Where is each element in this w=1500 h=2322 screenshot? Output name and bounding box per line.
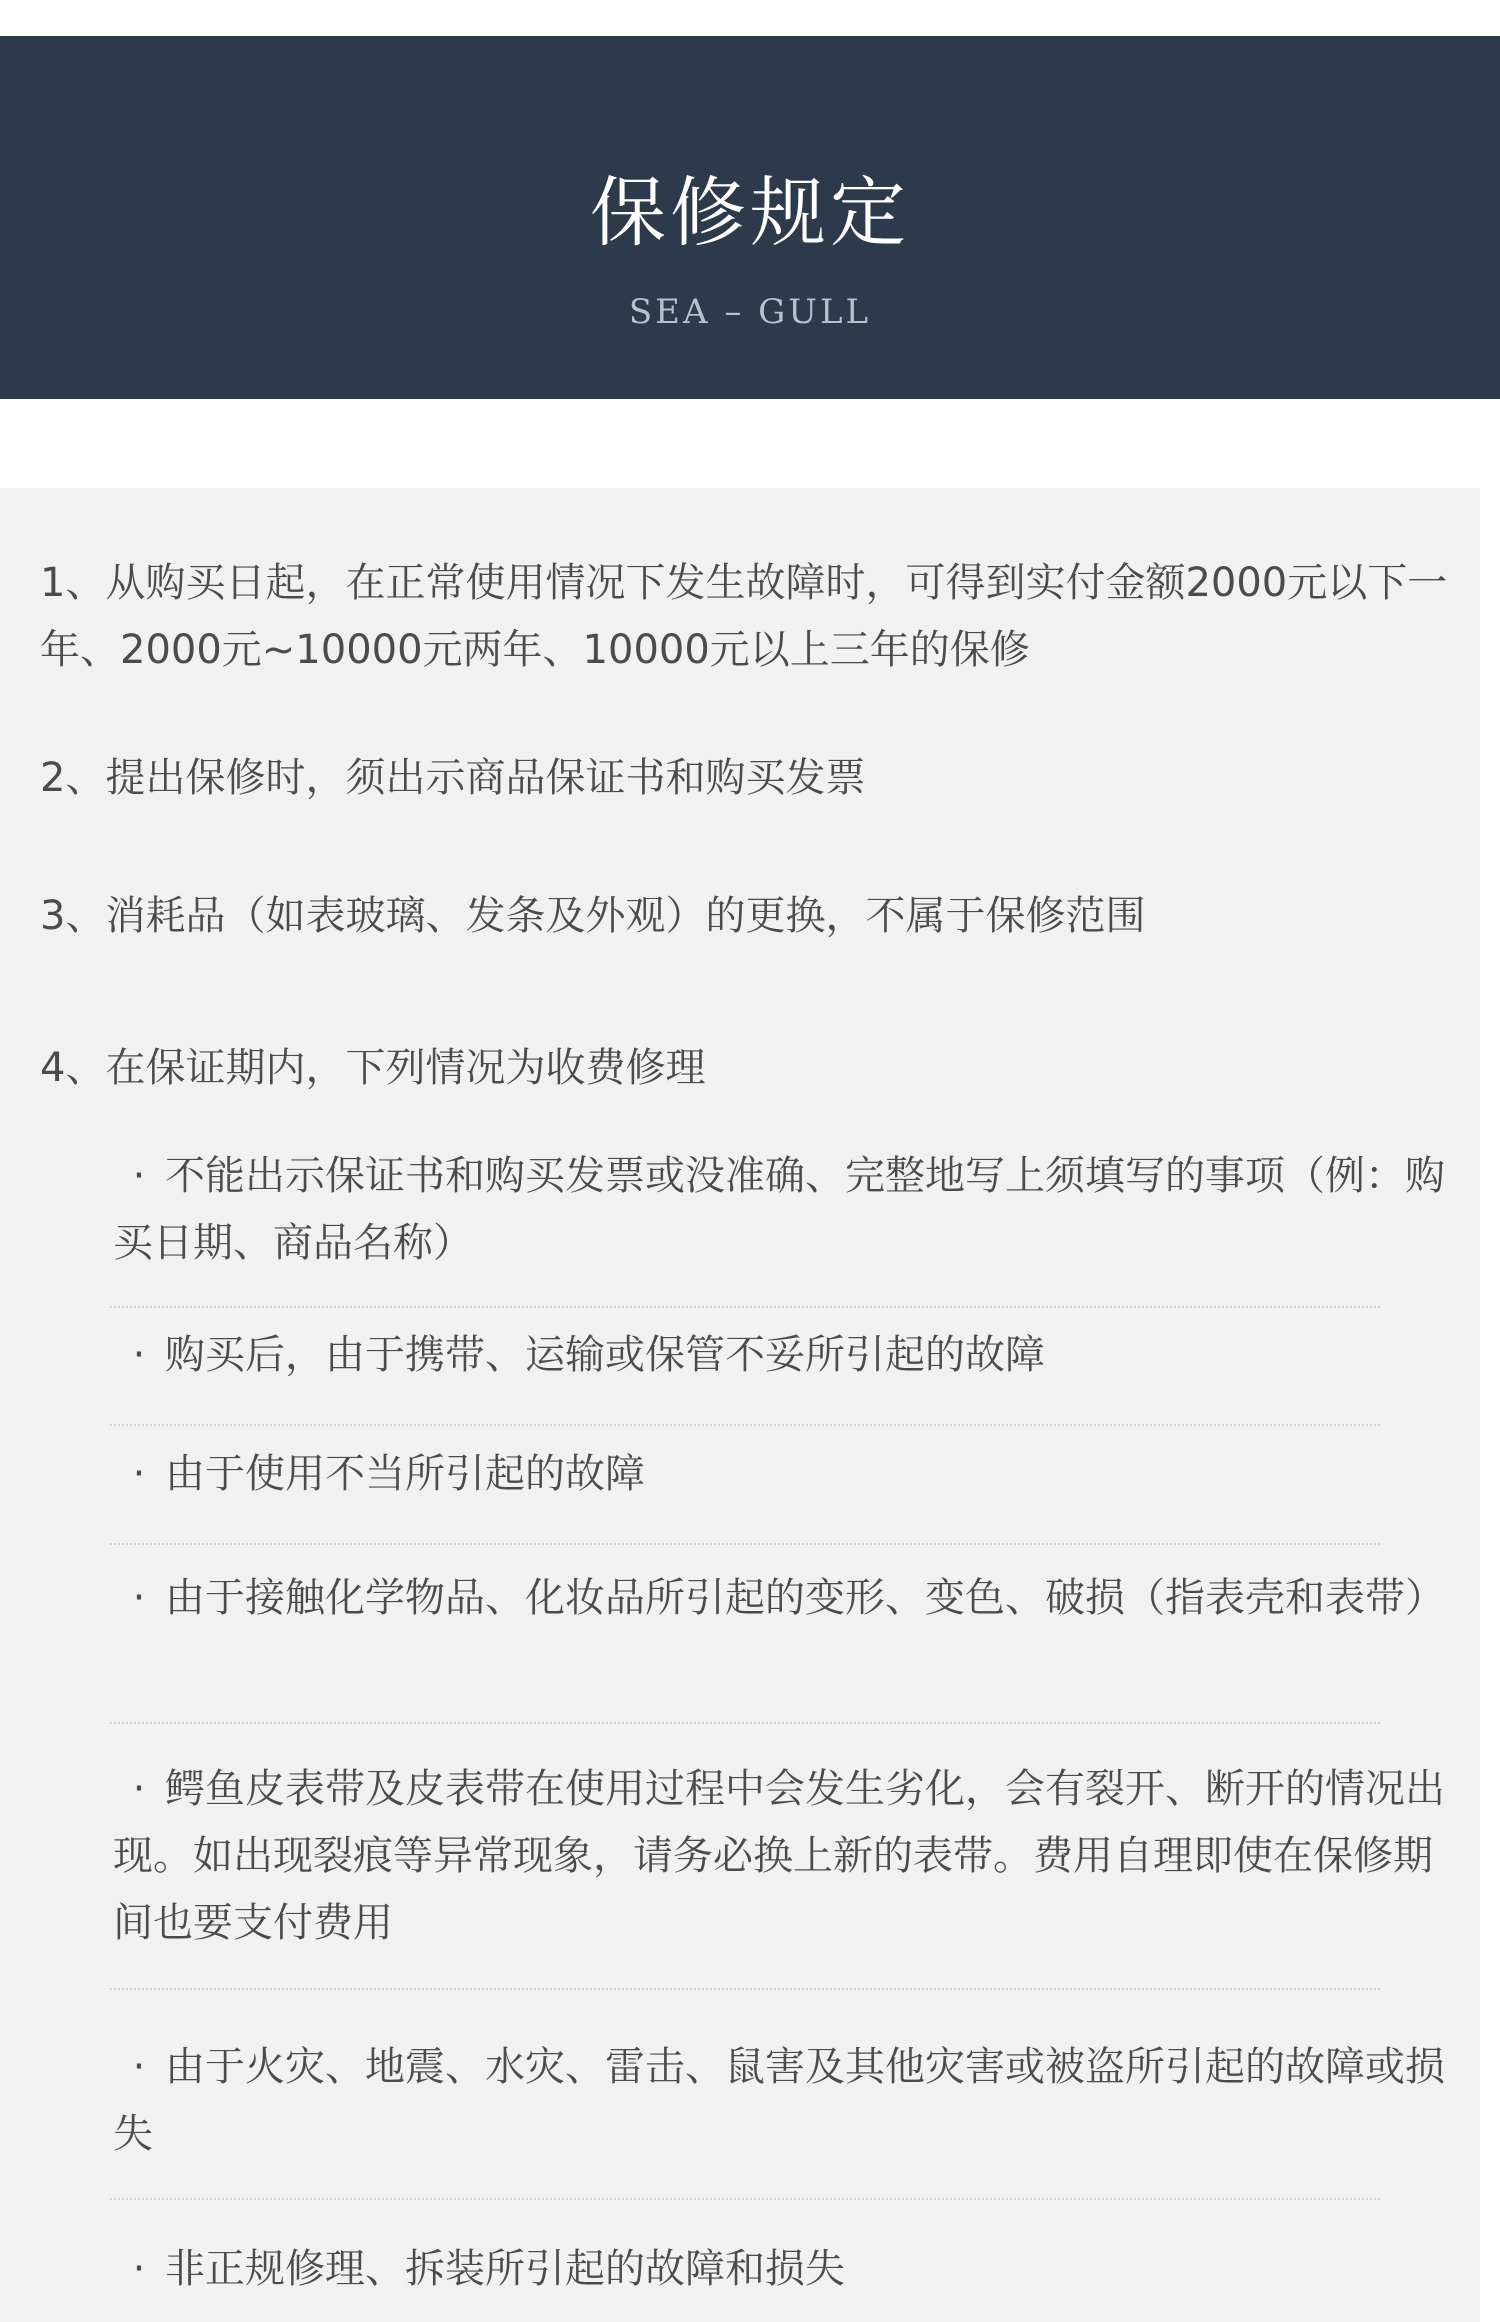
- bullet-icon: ·: [132, 1575, 146, 1621]
- paid-repair-item-text: 非正规修理、拆装所引起的故障和损失: [165, 2246, 845, 2292]
- paid-repair-item-text: 不能出示保证书和购买发票或没准确、完整地写上须填写的事项（例：购买日期、商品名称）: [113, 1153, 1445, 1266]
- paid-repair-item: [113, 1756, 1453, 1957]
- paid-repair-item-text: 鳄鱼皮表带及皮表带在使用过程中会发生劣化，会有裂开、断开的情况出现。如出现裂痕等异常现象，请务必换上新的表带。费用自理即使在保修期间也要支付费用: [113, 1766, 1445, 1946]
- paid-repair-item: [113, 2034, 1453, 2168]
- paid-repair-item: [113, 1441, 1453, 1508]
- dotted-divider: [110, 1543, 1380, 1545]
- paid-repair-item-text: 购买后，由于携带、运输或保管不妥所引起的故障: [165, 1332, 1045, 1378]
- brand-subtitle: SEA – GULL: [628, 292, 872, 332]
- clause-2: 2、提出保修时，须出示商品保证书和购买发票: [40, 755, 866, 801]
- header-banner: [0, 36, 1500, 399]
- bullet-icon: ·: [132, 1766, 146, 1812]
- paid-repair-item-text: 由于火灾、地震、水灾、雷击、鼠害及其他灾害或被盗所引起的故障或损失: [113, 2044, 1445, 2157]
- dotted-divider: [110, 1424, 1380, 1426]
- paid-repair-item: [113, 2236, 1453, 2303]
- clause-1: 1、从购买日起，在正常使用情况下发生故障时，可得到实付金额2000元以下一年、2000元~10000元两年、10000元以上三年的保修: [40, 560, 1448, 673]
- bullet-icon: ·: [132, 1153, 146, 1199]
- warranty-rules-panel: [0, 488, 1480, 2322]
- paid-repair-item: [113, 1322, 1453, 1389]
- bullet-icon: ·: [132, 2246, 146, 2292]
- bullet-icon: ·: [132, 1451, 146, 1497]
- paid-repair-item-text: 由于接触化学物品、化妆品所引起的变形、变色、破损（指表壳和表带）: [165, 1575, 1445, 1621]
- paid-repair-item-text: 由于使用不当所引起的故障: [165, 1451, 645, 1497]
- dotted-divider: [110, 2198, 1380, 2200]
- bullet-icon: ·: [132, 1332, 146, 1378]
- clause-3: 3、消耗品（如表玻璃、发条及外观）的更换，不属于保修范围: [40, 893, 1146, 939]
- dotted-divider: [110, 1988, 1380, 1990]
- paid-repair-item: [113, 1565, 1453, 1632]
- bullet-icon: ·: [132, 2044, 146, 2090]
- dotted-divider: [110, 1306, 1380, 1308]
- dotted-divider: [110, 1722, 1380, 1724]
- page-title: 保修规定: [590, 168, 910, 257]
- clause-4: 4、在保证期内，下列情况为收费修理: [40, 1045, 706, 1091]
- paid-repair-item: [113, 1143, 1453, 1277]
